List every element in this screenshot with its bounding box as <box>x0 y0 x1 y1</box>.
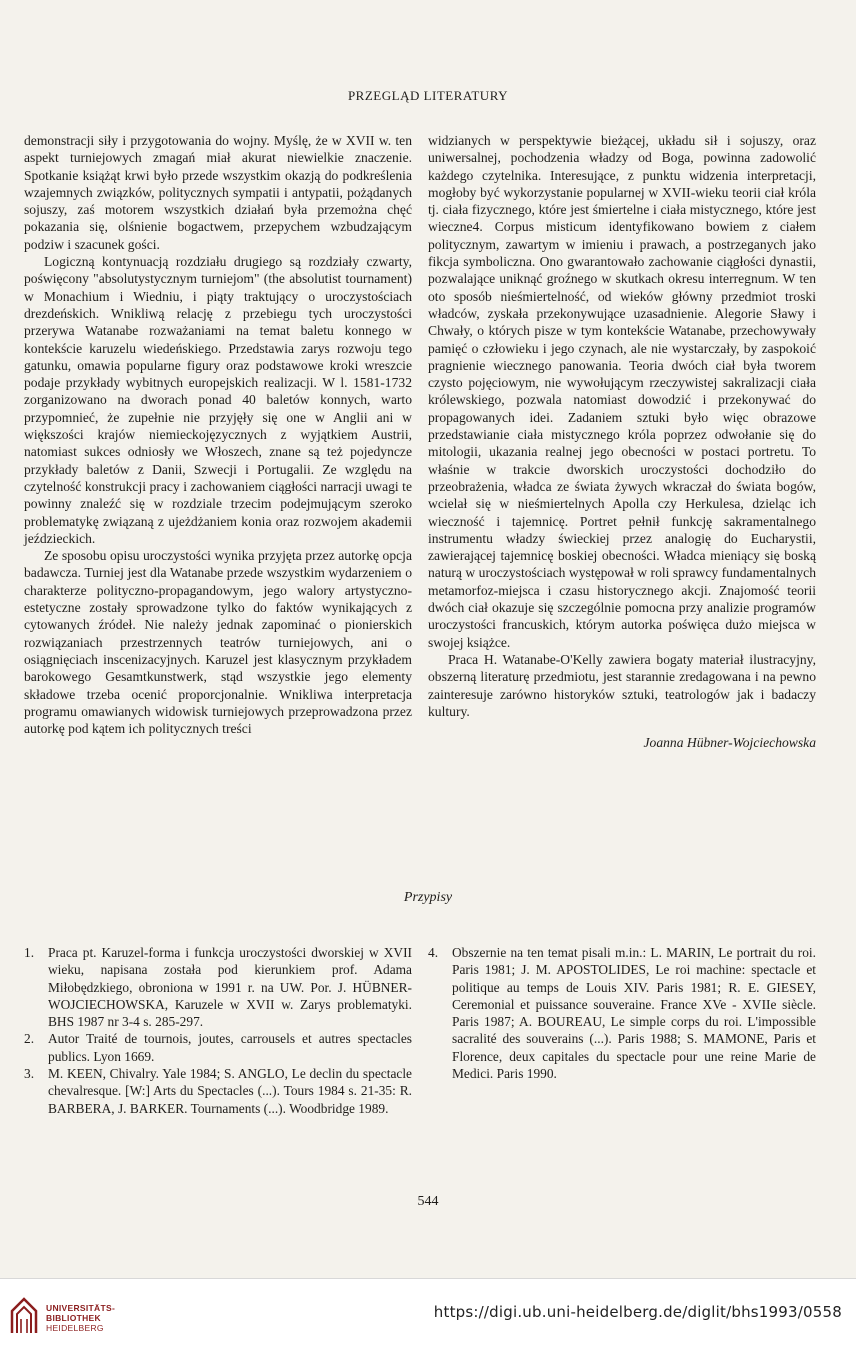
footnotes-title: Przypisy <box>403 890 453 905</box>
footnote-number: 1. <box>24 945 35 960</box>
viewer-footer <box>0 1278 856 1353</box>
footnote <box>24 1030 412 1065</box>
library-name-line: HEIDELBERG <box>46 1323 104 1333</box>
footnote <box>428 944 816 1082</box>
footnote-number: 3. <box>24 1066 35 1082</box>
footnote <box>24 944 412 1030</box>
footnote-number: 4. <box>428 945 439 960</box>
library-name-line: BIBLIOTHEK <box>46 1313 101 1323</box>
page-number: 544 <box>417 1194 439 1209</box>
library-name[interactable] <box>46 1303 115 1333</box>
university-library-logo-icon[interactable] <box>10 1297 38 1335</box>
permalink-url[interactable]: https://digi.ub.uni-heidelberg.de/diglit/bhs1993/0558 <box>433 1303 842 1321</box>
footnote <box>24 1065 412 1117</box>
paragraph: widzianych w perspektywie bieżącej, układu sił i sojuszy, oraz uniwersalnej, pochodzenia władzy od Boga, powinna zadowolić każdego czytelnika. Interesujące, z punktu widzenia interpretacji, mogłoby być wykorzystanie popularnej w XVII-wieku teorii ciał króla tj. ciała fizycznego, które jest śmiertelne i ciała mistycznego, które jest wieczne4. Corpus misticum identyfikowano bowiem z ciałem politycznym, zawartym w imieniu i prawach, a postrzeganych jako fikcja symboliczna. Ono gwarantowało zachowanie ciągłości dynastii, pozwalające uniknąć groźnego w skutkach okresu interregnum. W ten oto sposób nieśmiertelność, od wieków główny przedmiot troski władców, zyskała przekonywujące uzasadnienie. Alegorie Sławy i Chwały, o których pisze w tym kontekście Watanabe, przechowywały pamięć o człowieku i jego czynach, ale nie wystarczały, by zaspokoić pragnienie wiecznego panowania. Teoria dwóch ciał była tworem czysto pojęciowym, nie wywołującym rzeczywistej sakralizacji ciała królewskiego, pozwala natomiast dowodzić i przekonywać do propagowanych idei. Zadaniem sztuki było więc obrazowe przedstawianie ciała mistycznego króla poprzez odwołanie się do mitologii, ukazania realnej jego obecności w postaci portretu. To właśnie w trakcie dworskich uroczystości dochodziło do przeobrażenia, władca ze świata żywych wkraczał do świata bogów, wcielał się w nieśmiertelnych Apolla czy Herkulesa, dzieląc ich wieczność i tajemnicę. Portret pełnił funkcję sakramentalnego instrumentu władzy świeckiej przez analogię do Eucharystii, zawierającej tajemnicę boskiej obecności. Władca mieniący się boską naturą w uroczystościach występował w roli sprawcy fundamentalnych metamorfoz-miejsca i czasu historycznego akcji. Znajomość teorii dwóch ciał okazuje się szczególnie pomocna przy analizie programów uroczystości francuskich, którym autorka poświęca dużo miejsca w swojej książce. <box>428 133 816 650</box>
left-text-column <box>24 132 412 737</box>
footnote-text: M. KEEN, Chivalry. Yale 1984; S. ANGLO, Le declin du spectacle chevalresque. [W:] Arts du Spectacles (...). Tours 1984 s. 21-35: R. BARBERA, J. BARKER. Tournaments (...). Woodbridge 1989. <box>48 1066 412 1116</box>
footnote-text: Autor Traité de tournois, joutes, carrousels et autres spectacles publics. Lyon 1669. <box>48 1031 412 1064</box>
footnote-text: Praca pt. Karuzel-forma i funkcja uroczystości dworskiej w XVII wieku, napisana została pod kierunkiem prof. Adama Miłobędzkiego, obroniona w 1991 r. na UW. Por. J. HÜBNER-WOJCIECHOWSKA, Karuzele w XVII w. Zarys problematyki. BHS 1987 nr 3-4 s. 285-297. <box>48 945 412 1030</box>
running-header: PRZEGLĄD LITERATURY <box>347 88 509 103</box>
footnotes-right <box>428 944 816 1082</box>
author-signature: Joanna Hübner-Wojciechowska <box>643 735 816 751</box>
paragraph: Ze sposobu opisu uroczystości wynika przyjęta przez autorkę opcja badawcza. Turniej jest dla Watanabe przede wszystkim wydarzeniem o charakterze polityczno-propagandowym, jego walory artystyczno-estetyczne zostały sprowadzone tylko do faktów wynikających z cytowanych źródeł. Nie należy jednak zapominać o pionierskich rozwiązaniach przestrzennych teatrów turniejowych, ani o osiągnięciach inscenizacyjnych. Karuzel jest klasycznym przykładem barokowego Gesamtkunstwerk, stąd wszystkie jego elementy składowe trzeba ocenić proporcjonalnie. Wnikliwa interpretacja programu omawianych widowisk turniejowych przeprowadzona przez autorkę pod kątem ich politycznych treści <box>24 548 412 737</box>
footnote-number: 2. <box>24 1031 35 1047</box>
paragraph: Praca H. Watanabe-O'Kelly zawiera bogaty materiał ilustracyjny, obszerną literaturę przedmiotu, jest starannie zredagowana i na pewno zainteresuje zarówno historyków sztuki, teatrologów jak i badaczy kultury. <box>428 651 816 719</box>
footnote-text: Obszernie na ten temat pisali m.in.: L. MARIN, Le portrait du roi. Paris 1981; J. M. APOSTOLIDES, Le roi machine: spectacle et politique au temps de Louis XIV. Paris 1981; R. E. GIESEY, Ceremonial et puissance souveraine. France XVe - XVIIe siècle. Paris 1987; A. BOUREAU, Le simple corps du roi. L'impossible sacralité des souverains (...). Paris 1988; S. MAMONE, Paris et Florence, deux capitales du spectacle pour une reine Marie de Medici. Paris 1990. <box>452 945 816 1082</box>
library-name-line: UNIVERSITÄTS- <box>46 1303 116 1313</box>
right-text-column <box>428 132 816 751</box>
footnotes-left <box>24 944 412 1117</box>
paragraph: Logiczną kontynuacją rozdziału drugiego są rozdziały czwarty, poświęcony "absolutystycznym turniejom" (the absolutist tournament) w Monachium i Wiedniu, i piąty traktujący o uroczystościach drezdeńskich. Wnikliwą relację z przebiegu tych uroczystości przerywa Watanabe rozważaniami na temat baletu konnego w kontekście karuzelu wiedeńskiego. Przedstawia zarys rozwoju tego gatunku, omawia popularne figury oraz podstawowe kroki wreszcie podaje przykłady wybitnych europejskich realizacji. W l. 1581-1732 zorganizowano na dworach ponad 40 baletów konnych, warto przypomnieć, że zupełnie nie przyjęły się one w Anglii ani w większości krajów niemieckojęzycznych z wyjątkiem Austrii, natomiast sukces odniosły we Włoszech, znane są też pojedyncze przykłady baletów z Danii, Szwecji i Portugalii. Ze względu na czytelność konstrukcji pracy i zachowaniem ciągłości narracji uwagi te powinny znaleźć się w rozdziale trzecim podejmującym szeroko problematykę związaną z ujeżdżaniem konia oraz rozwojem akademii jeździeckich. <box>24 254 412 546</box>
paragraph: demonstracji siły i przygotowania do wojny. Myślę, że w XVII w. ten aspekt turniejowych zmagań miał akurat niewielkie znaczenie. Spotkanie książąt krwi było przede wszystkim okazją do podkreślenia wzajemnych związków, politycznych sympatii i antypatii, pożądanych sojuszy, zaś motorem wszystkich działań była przemożna chęć pokazania się, olśnienie bogactwem, przepychem wzbudzającym podziw i szacunek gości. <box>24 133 412 252</box>
